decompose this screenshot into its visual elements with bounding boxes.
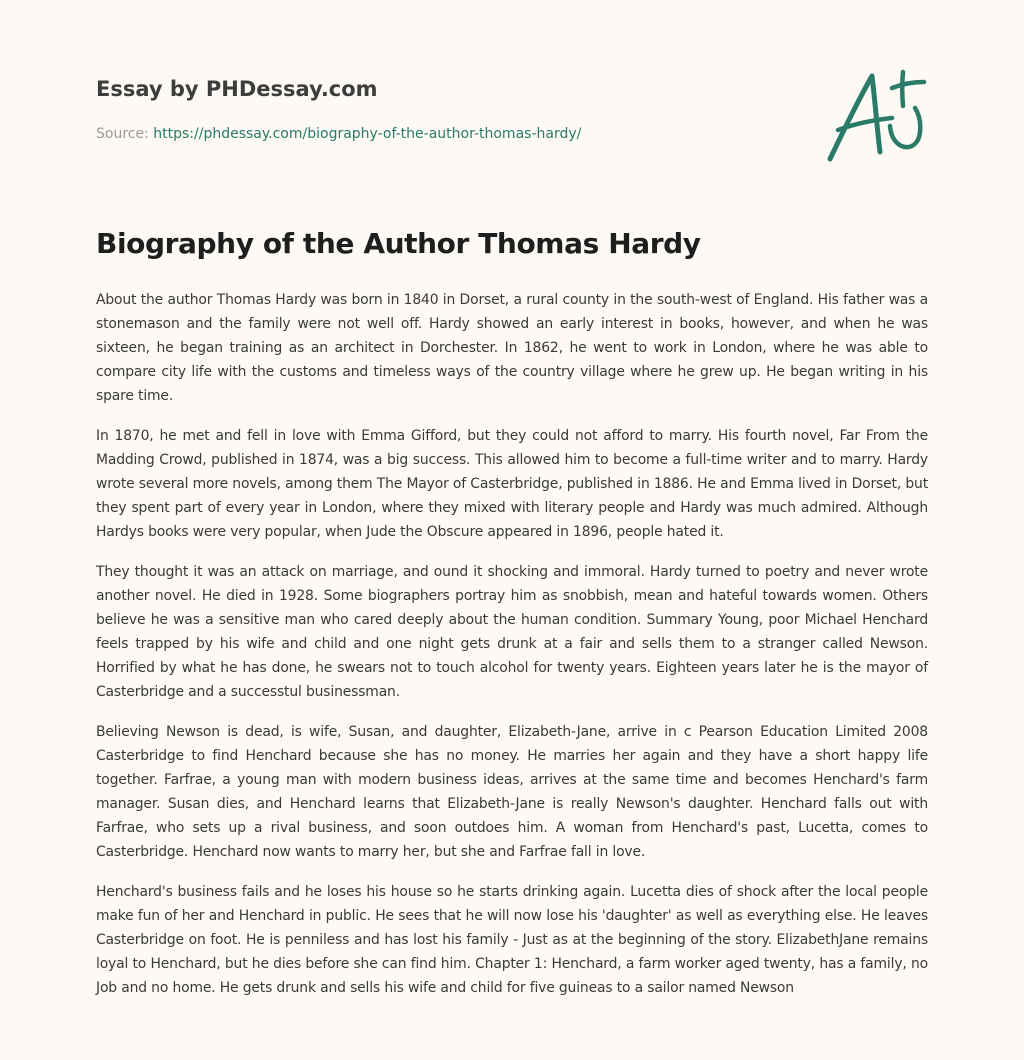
paragraph-2: In 1870, he met and fell in love with Emma Gifford, but they could not afford to marry. His fourth novel, Far From the Madding Crowd, published in 1874, was a big success. This allowed him to become a full-time writer and to marry. Hardy wrote several more novels, among them The Mayor of Casterbridge, published in 1886. He and Emma lived in Dorset, but they spent part of every year in London, where they mixed with literary people and Hardy was much admired. Although Hardys books were very popular, when Jude the Obscure appeared in 1896, people hated it.	[96, 428, 928, 540]
site-title: Essay by PHDessay.com	[96, 77, 378, 101]
article	[96, 224, 928, 1016]
paragraph-4: Believing Newson is dead, is wife, Susan, and daughter, Elizabeth-Jane, arrive in c Pearson Education Limited 2008 Casterbridge to find Henchard because she has no money. He marries her again and they have a short happy life together. Farfrae, a young man with modern business ideas, arrives at the same time and becomes Henchard's farm manager. Susan dies, and Henchard learns that Elizabeth-Jane is really Newson's daughter. Henchard falls out with Farfrae, who sets up a rival business, and soon outdoes him. A woman from Henchard's past, Lucetta, comes to Casterbridge. Henchard now wants to marry her, but she and Farfrae fall in love.	[96, 724, 928, 860]
paragraph-3: They thought it was an attack on marriage, and ound it shocking and immoral. Hardy turned to poetry and never wrote another novel. He died in 1928. Some biographers portray him as snobbish, mean and hateful towards women. Others believe he was a sensitive man who cared deeply about the human condition. Summary Young, poor Michael Henchard feels trapped by his wife and child and one night gets drunk at a fair and sells them to a stranger called Newson. Horrified by what he has done, he swears not to touch alcohol for twenty years. Eighteen years later he is the mayor of Casterbridge and a successtul businessman.	[96, 564, 928, 700]
a-plus-grade-icon	[820, 66, 932, 166]
source-link[interactable]: https://phdessay.com/biography-of-the-author-thomas-hardy/	[153, 126, 582, 142]
article-title: Biography of the Author Thomas Hardy	[96, 227, 701, 260]
paragraph-1: About the author Thomas Hardy was born in 1840 in Dorset, a rural county in the south-west of England. His father was a stonemason and the family were not well off. Hardy showed an early interest in books, however, and when he was sixteen, he began training as an architect in Dorchester. In 1862, he went to work in London, where he was able to compare city life with the customs and timeless ways of the country village where he grew up. He began writing in his spare time.	[96, 292, 928, 404]
paragraph-5: Henchard's business fails and he loses his house so he starts drinking again. Lucetta dies of shock after the local people make fun of her and Henchard in public. He sees that he will now lose his 'daughter' as well as everything else. He leaves Casterbridge on foot. He is penniless and has lost his family - Just as at the beginning of the story. ElizabethJane remains loyal to Henchard, but he dies before she can find him. Chapter 1: Henchard, a farm worker aged twenty, has a family, no Job and no home. He gets drunk and sells his wife and child for five guineas to a sailor named Newson	[96, 884, 928, 996]
source-label: Source:	[96, 126, 149, 142]
source-line	[96, 124, 716, 144]
page-header	[96, 74, 716, 144]
